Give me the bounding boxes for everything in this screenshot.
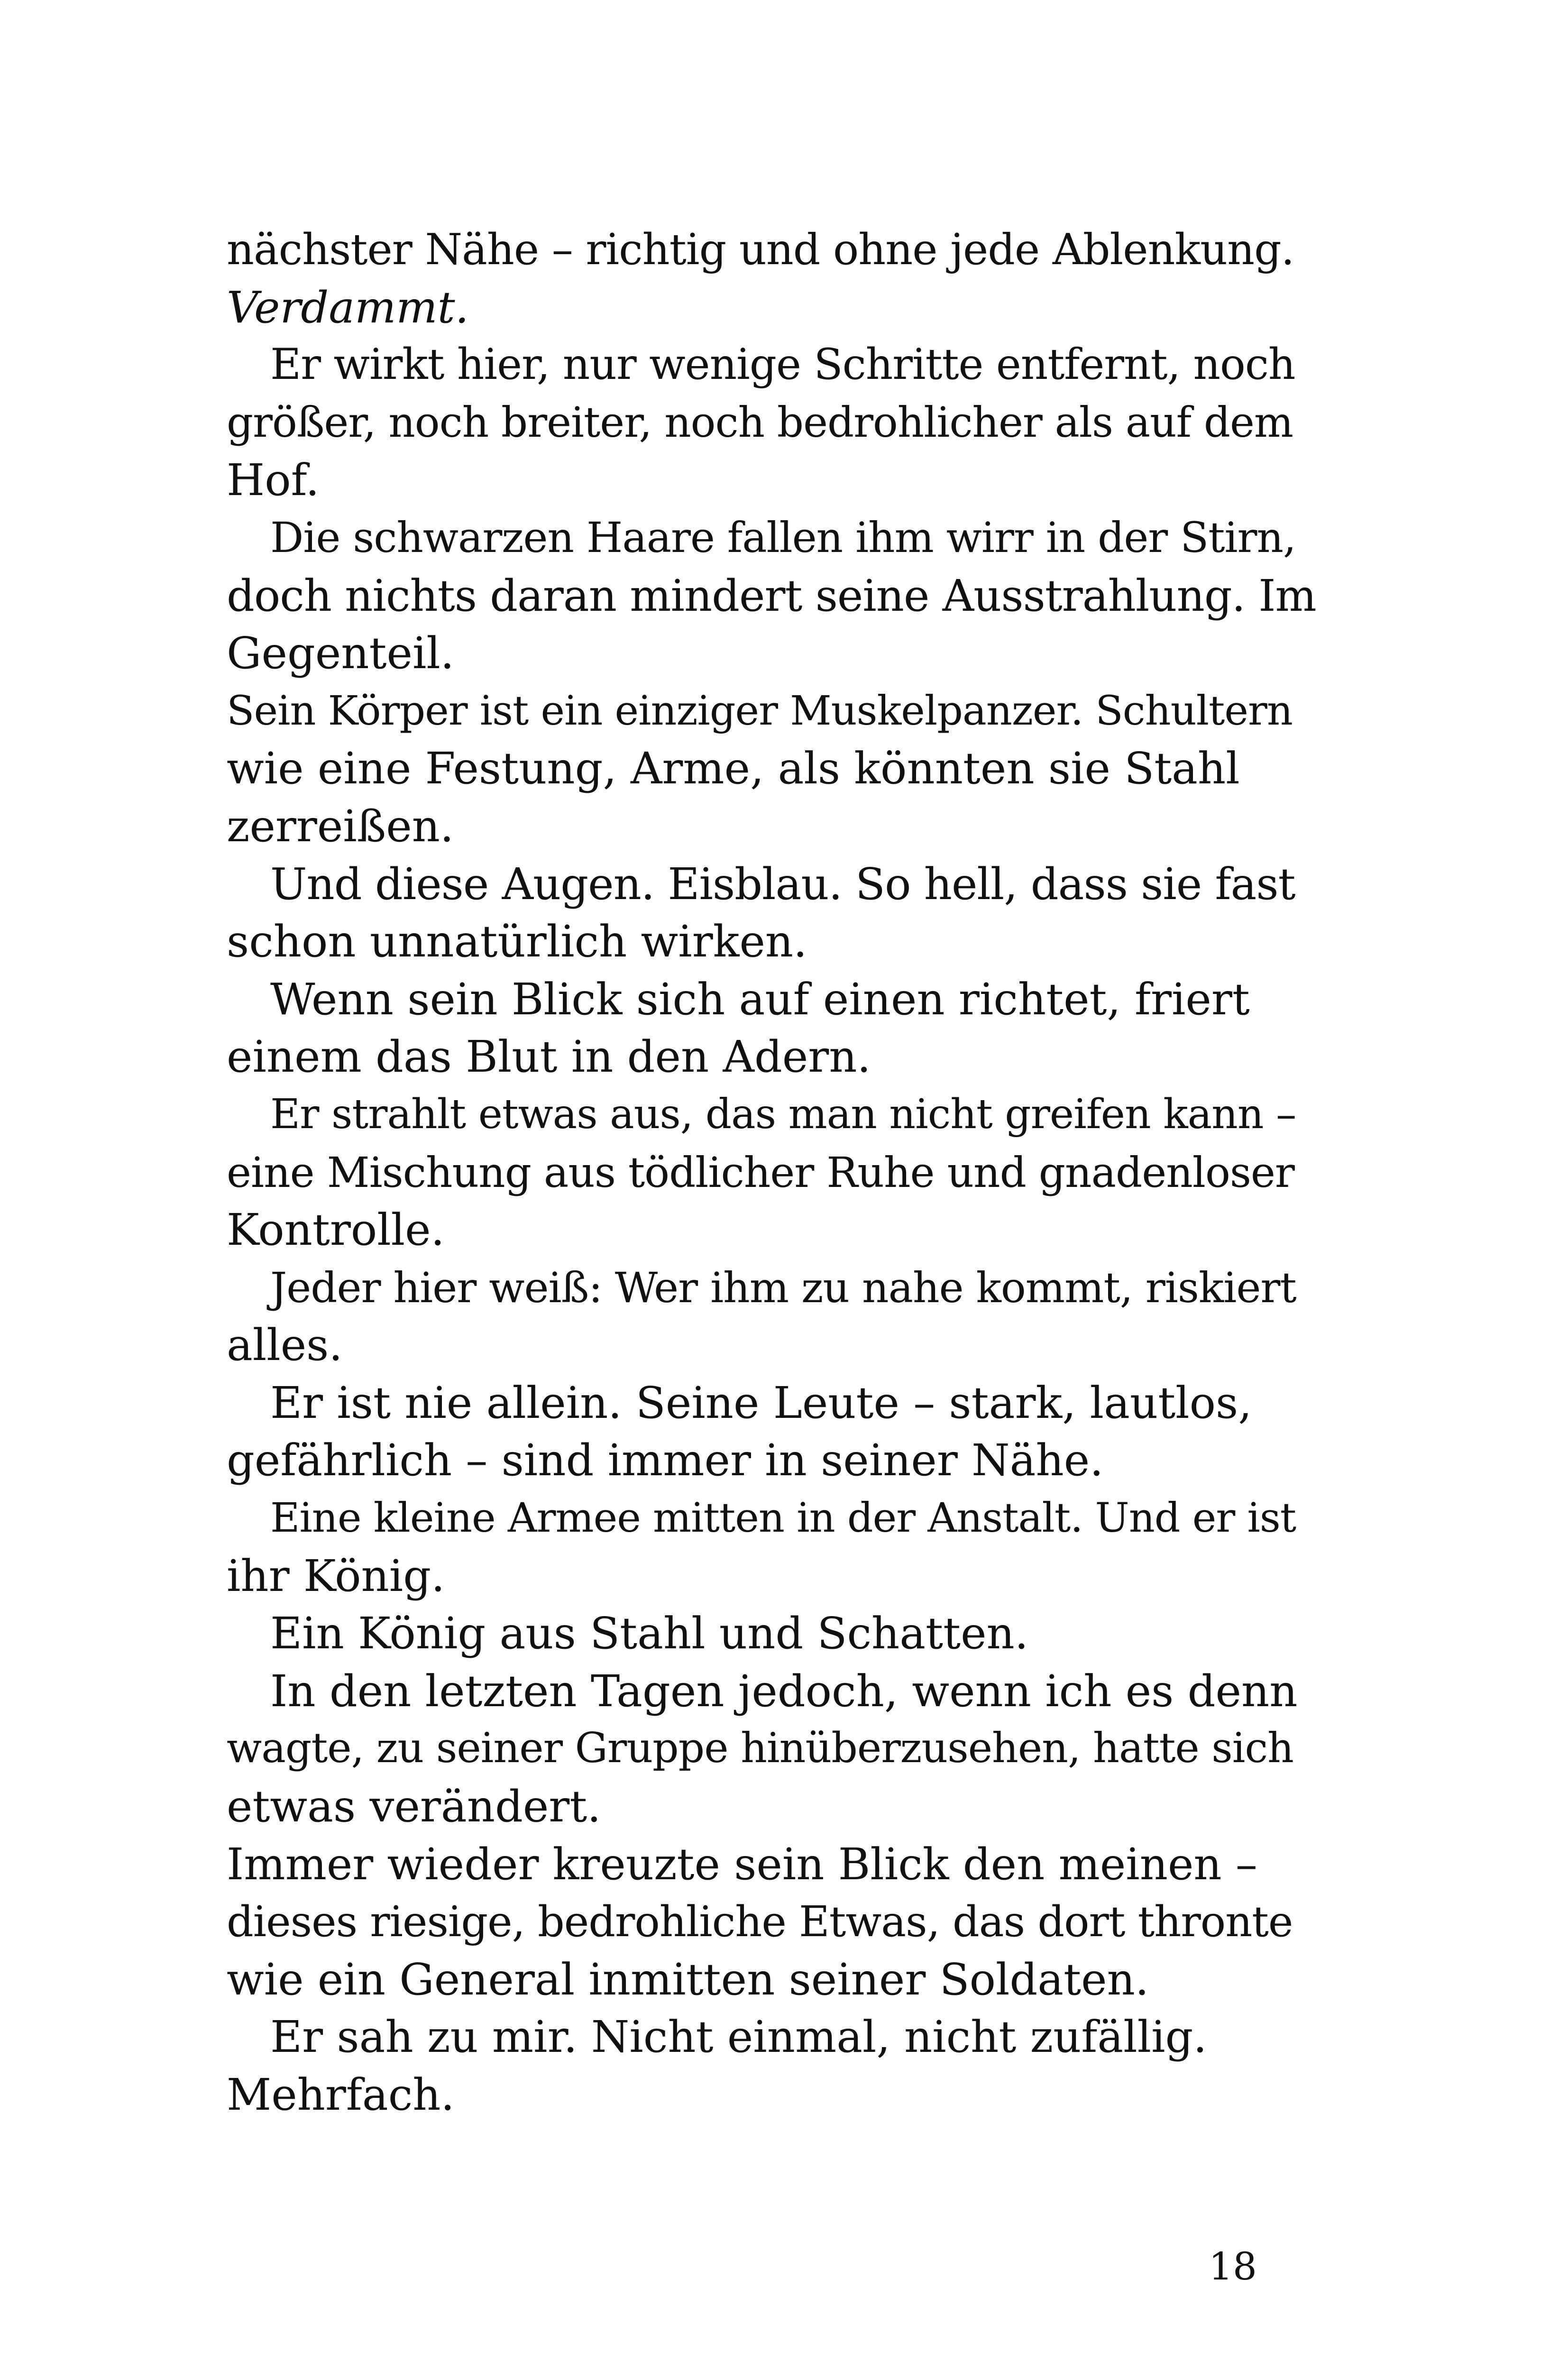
text-line: einem das Blut in den Adern. <box>227 1031 871 1083</box>
text-line: wie ein General inmitten seiner Soldaten. <box>227 1954 1149 2005</box>
text-line: Hof. <box>227 455 320 506</box>
page-number: 18 <box>1209 2244 1257 2288</box>
text-line: Sein Körper ist ein einziger Muskelpanzer. Schultern <box>227 687 1293 735</box>
text-line: doch nichts daran mindert seine Ausstrahlung. Im <box>227 570 1316 621</box>
text-line: Immer wieder kreuzte sein Blick den meinen – <box>227 1838 1257 1890</box>
text-line: Verdammt. <box>227 282 469 333</box>
text-line: Die schwarzen Haare fallen ihm wirr in der Stirn, <box>270 513 1296 562</box>
text-line: dieses riesige, bedrohliche Etwas, das dort thronte <box>227 1897 1293 1947</box>
text-line: Eine kleine Armee mitten in der Anstalt. Und er ist <box>270 1495 1296 1542</box>
text-line: ihr König. <box>227 1550 445 1601</box>
text-line: Er ist nie allein. Seine Leute – stark, lautlos, <box>270 1377 1252 1428</box>
text-line: In den letzten Tagen jedoch, wenn ich es denn <box>270 1665 1298 1717</box>
text-line: Jeder hier weiß: Wer ihm zu nahe kommt, riskiert <box>270 1263 1296 1312</box>
text-line: Er strahlt etwas aus, das man nicht greifen kann – <box>270 1090 1296 1138</box>
text-line: Mehrfach. <box>227 2069 455 2120</box>
text-line: Wenn sein Blick sich auf einen richtet, friert <box>270 974 1250 1025</box>
text-line: gefährlich – sind immer in seiner Nähe. <box>227 1435 1104 1486</box>
text-line: wagte, zu seiner Gruppe hinüberzusehen, hatte sich <box>227 1725 1293 1773</box>
text-line: alles. <box>227 1320 343 1371</box>
text-line: wie eine Festung, Arme, als könnten sie Stahl <box>227 743 1240 794</box>
text-line: Gegenteil. <box>227 628 455 679</box>
text-line: Er wirkt hier, nur wenige Schritte entfernt, noch <box>270 340 1295 390</box>
text-line: eine Mischung aus tödlicher Ruhe und gnadenloser <box>227 1148 1294 1197</box>
text-line: Ein König aus Stahl und Schatten. <box>270 1608 1029 1659</box>
text-line: zerreißen. <box>227 800 454 852</box>
body-text <box>227 221 1317 2124</box>
text-line: Er sah zu mir. Nicht einmal, nicht zufällig. <box>270 2012 1207 2063</box>
text-line: nächster Nähe – richtig und ohne jede Ablenkung. <box>227 225 1294 275</box>
text-line: Und diese Augen. Eisblau. So hell, dass sie fast <box>270 858 1295 910</box>
text-line: schon unnatürlich wirken. <box>227 916 807 967</box>
text-line: Kontrolle. <box>227 1204 445 1256</box>
text-line: größer, noch breiter, noch bedrohlicher als auf dem <box>227 398 1293 447</box>
text-line: etwas verändert. <box>227 1781 601 1832</box>
